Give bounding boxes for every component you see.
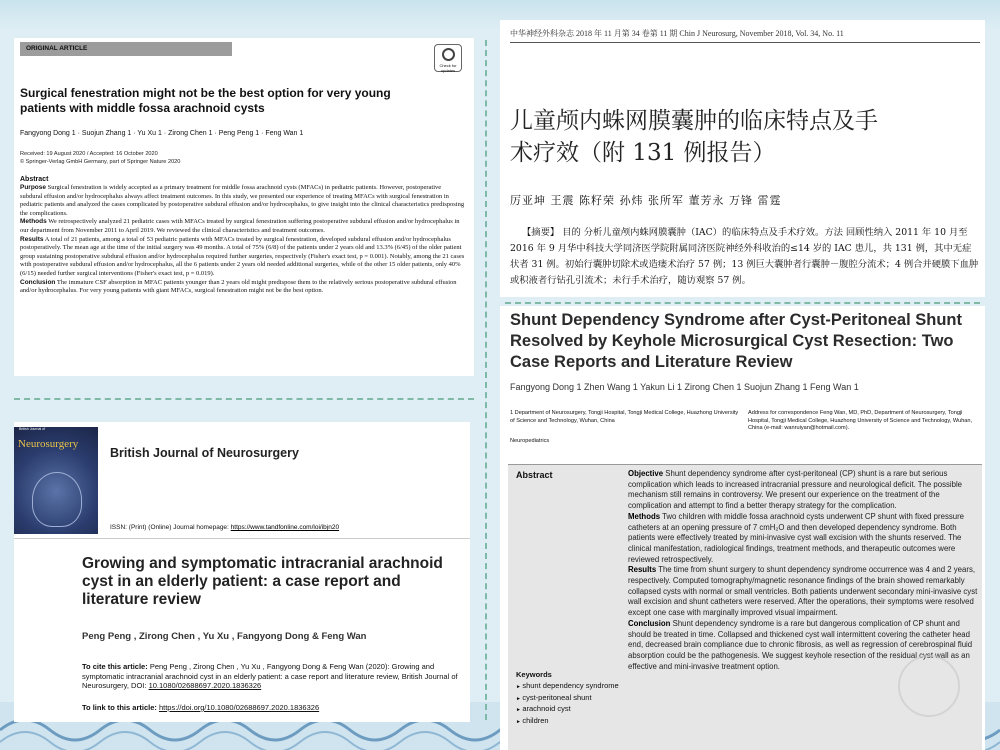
- journal-homepage-link[interactable]: https://www.tandfonline.com/loi/ibjn20: [230, 524, 340, 531]
- list-item: ► cyst-peritoneal shunt: [516, 693, 619, 705]
- article-url-link[interactable]: https://doi.org/10.1080/02688697.2020.1836326: [158, 703, 320, 712]
- paper-surgical-fenestration: [14, 38, 474, 376]
- keyword-list: [516, 681, 619, 728]
- paper-chinese-iac: [500, 20, 985, 297]
- article-type-tag: ORIGINAL ARTICLE: [20, 42, 232, 56]
- journal-title: British Journal of Neurosurgery: [110, 446, 299, 460]
- list-item: ► shunt dependency syndrome: [516, 681, 619, 693]
- citation: To cite this article: Peng Peng , Zirong Chen , Yu Xu , Fangyong Dong & Feng Wan (2020): Growing and symptomatic intracranial arachnoid cyst in an elderly patient: a case report and literature review, British Journal of Neurosurgery, DOI: 10.1080/02688697.2020.1836326: [82, 662, 458, 690]
- author-list: Peng Peng , Zirong Chen , Yu Xu , Fangyong Dong & Feng Wan: [82, 631, 367, 642]
- paper-title: Shunt Dependency Syndrome after Cyst-Peritoneal Shunt Resolved by Keyhole Microsurgical Cyst Resection: Two Case Reports and Literature Review: [510, 311, 962, 371]
- journal-header: 中华神经外科杂志 2018 年 11 月第 34 卷第 11 期 Chin J Neurosurg, November 2018, Vol. 34, No. 11: [510, 29, 844, 38]
- journal-cover-image: British Journal of Neurosurgery: [14, 427, 98, 534]
- paper-title: Surgical fenestration might not be the best option for very young patients with middle fossa arachnoid cysts: [20, 86, 391, 115]
- list-item: ► arachnoid cyst: [516, 704, 619, 716]
- abstract-heading: Abstract: [516, 470, 553, 480]
- header-rule: [510, 42, 980, 43]
- abstract-text: 【摘要】 目的 分析儿童颅内蛛网膜囊肿（IAC）的临床特点及手术疗效。方法 回顾性纳入 2011 年 10 月至 2016 年 9 月华中科技大学同济医学院附属同济医院神经外科收治的≤14 岁的 IAC 患儿，共 131 例，其中无症状者 31 例。初始行囊肿切除术或造瘘术治疗 57 例；13 例巨大囊肿者行囊肿－腹腔分流术；4 例合并硬膜下血肿或积液者行钻孔引流术；未行手术治疗，随访观察 57 例。: [510, 227, 979, 286]
- check-for-updates-badge[interactable]: Check for updates: [434, 44, 462, 72]
- correspondence: Address for correspondence Feng Wan, MD, PhD, Department of Neurosurgery, Tongji Hospital, Tongji Medical College, Huazhong University of Science and Technology, Wuhan, China (e-mail: wanruiyan@hotmail.com).: [748, 410, 973, 431]
- keywords-heading: Keywords: [516, 670, 552, 679]
- paper-growing-arachnoid-cyst: [14, 422, 470, 722]
- article-link: To link to this article: https://doi.org/10.1080/02688697.2020.1836326: [82, 703, 320, 712]
- paper-title: 儿童颅内蛛网膜囊肿的临床特点及手术疗效（附 131 例报告）: [510, 108, 878, 166]
- abstract-text: Objective Shunt dependency syndrome after cyst-peritoneal (CP) shunt is a rare but serious complication which leads to increased intracranial pressure and neurological deficit. The possible mechanism still remains in controversy. We present our experience on the treatment of the complication and attempt to find a better therapy strategy for the complication. Methods Two children with middle fossa arachnoid cysts underwent CP shunt with fixed pressure catheters at an opening pressure of 7 cmH₂O and then developed dependency syndrome. Both patients were effectively treated by mini-invasive cyst wall excision with the shunts reserved. The clinical manifestation, radiological findings, treatment methods, and therapeutic outcomes were reviewed retrospectively. Results The time from shunt surgery to shunt dependency syndrome occurrence was 4 and 2 years, respectively. Computed tomography/magnetic resonance findings of the brain showed remarkably collapsed cysts with normal or small ventricles. Both patients underwent secondary mini-invasive cyst wall excision and shunt catheters were reserved. After the operations, their symptoms were resolved except one case with marginally improved visual impairment. Conclusion Shunt dependency syndrome is a rare but dangerous complication of CP shunt and should be treated in time. Collapsed and thickened cyst wall intermittent covering the catheter head end, decreased brain compliance due to chronic fibrosis, as well as regression of cerebrospinal fluid absorption could be the pathogenesis. We suggest keyhole resection of the residual cyst wall as an effective and mini-invasive treatment option.: [628, 469, 978, 671]
- author-list: Fangyong Dong 1 · Suojun Zhang 1 · Yu Xu 1 · Zirong Chen 1 · Peng Peng 1 · Feng Wan 1: [20, 130, 304, 137]
- brain-head-graphic: [32, 472, 82, 527]
- abstract-heading: Abstract: [20, 176, 49, 183]
- affiliation: 1 Department of Neurosurgery, Tongji Hospital, Tongji Medical College, Huazhong University of Science and Technology, Wuhan, China: [510, 410, 739, 424]
- journal-name: Neuropediatrics: [510, 438, 550, 444]
- abstract-text: Purpose Surgical fenestration is widely accepted as a primary treatment for middle fossa arachnoid cysts (MFACs) in pediatric patients. However, postoperative subdural effusion and/or hydrocephalus always affect treatment outcomes. In this study, we presented our experience of treating MFACs with surgical fenestration in pediatric patients and analyzed the cases complicated by postoperative subdural effusion and/or hydrocephalus, to give insight into the clinical characteristics predisposing the complications. Methods We retrospectively analyzed 21 pediatric cases with MFACs treated by surgical fenestration suffering postoperative subdural effusion and/or hydrocephalus in our department from November 2011 to April 2019. We reviewed the clinical characteristics and treatment outcomes. Results A total of 21 patients, among a total of 53 pediatric patients with MFACs treated by surgical fenestration, developed subdural effusion and/or hydrocephalus postoperatively. The mean age at the time of the initial surgery was 49 months. A total of 75% (6/8) of the patients under 2 years old and 13.3% (6/45) of the older patient group sustaining postoperative subdural effusion and/or hydrocephalus required further surgeries, respectively (Fisher's exact test, p = 0.001). Notably, among the 21 cases with postoperative subdural effusion and/or hydrocephalus, all the 6 patients under 2 years old needed additional surgeries, while of the other 15 older patients, only 40% (6/15) needed further surgical interventions (Fisher's exact test, p = 0.019). Conclusion The immature CSF absorption in MFAC patients younger than 2 years old might predispose them to the relatively serious postoperative subdural effusion and/or hydrocephalus. For very young patients with giant MFACs, surgical fenestration might not be the best option.: [20, 184, 465, 295]
- received-dates: Received: 19 August 2020 / Accepted: 16 October 2020 © Springer-Verlag GmbH Germany, part of Springer Nature 2020: [20, 151, 181, 165]
- update-icon: [442, 48, 455, 61]
- issn-line: ISSN: (Print) (Online) Journal homepage: https://www.tandfonline.com/loi/ibjn20: [110, 524, 340, 531]
- list-item: ► children: [516, 716, 619, 728]
- divider-left: [14, 398, 474, 400]
- separator: [14, 538, 470, 539]
- doi-link[interactable]: 10.1080/02688697.2020.1836326: [148, 681, 262, 690]
- author-list: 厉亚坤 王震 陈籽荣 孙炜 张所军 董芳永 万锋 雷霆: [510, 194, 782, 207]
- divider-right: [505, 302, 980, 304]
- author-list: Fangyong Dong 1 Zhen Wang 1 Yakun Li 1 Zirong Chen 1 Suojun Zhang 1 Feng Wan 1: [510, 382, 859, 392]
- divider-vertical: [485, 40, 487, 720]
- watermark-logo: [898, 655, 960, 717]
- paper-title: Growing and symptomatic intracranial arachnoid cyst in an elderly patient: a case report and literature review: [82, 555, 443, 608]
